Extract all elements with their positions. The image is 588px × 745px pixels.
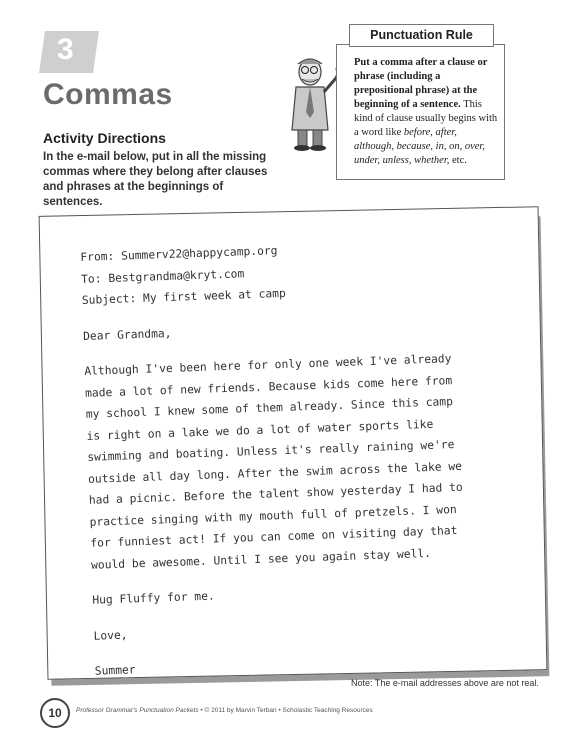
page-number: 10	[40, 698, 70, 728]
email-body-line: swimming and boating. Unless it's really raining we're	[87, 438, 455, 464]
email-subject: Subject: My first week at camp	[81, 286, 287, 307]
punctuation-rule-text	[354, 56, 499, 168]
chapter-number: 3	[57, 33, 74, 66]
rule-normal-text: This kind of clause usually begins with a word like	[354, 99, 498, 138]
directions-text: In the e-mail below, put in all the missing commas where they belong after clauses and phrases at the beginnings of sentences.	[43, 151, 268, 208]
punctuation-rule-tab: Punctuation Rule	[349, 24, 494, 47]
email-note: Note: The e-mail addresses above are not real.	[351, 678, 539, 688]
email-body-line: Although I've been here for only one week I've already	[84, 352, 452, 378]
email-body-line: had a picnic. Before the talent show yesterday I had to	[88, 480, 463, 507]
footer-copyright: © 2011 by Marvin Terban	[204, 707, 277, 714]
footer-publisher: Scholastic Teaching Resources	[282, 707, 373, 714]
email-closing: Love,	[93, 628, 128, 643]
email-body-line: outside all day long. After the swim across the lake we	[87, 459, 463, 486]
footer-credits: Professor Grammar's Punctuation Packets • © 2011 by Marvin Terban • Scholastic Teaching Resources	[76, 707, 373, 714]
rule-italic-words: before, after, although, because, in, on, over, under, unless, whether,	[354, 127, 485, 166]
email-body-line: is right on a lake we do a lot of water sports like	[86, 417, 434, 443]
footer-book-title: Professor Grammar's Punctuation Packets	[76, 707, 199, 714]
directions-heading: Activity Directions	[43, 130, 166, 146]
email-signature: Summer	[94, 663, 136, 678]
email-body-line: made a lot of new friends. Because kids come here from	[84, 373, 453, 400]
email-greeting: Dear Grandma,	[82, 326, 172, 343]
email-to: To: Bestgrandma@kryt.com	[80, 266, 245, 286]
page-title: Commas	[43, 78, 173, 111]
email-from: From: Summerv22@happycamp.org	[80, 244, 278, 264]
email-body-line: my school I knew some of them already. Since this camp	[85, 395, 454, 421]
email-body-line: would be awesome. Until I see you again stay well.	[90, 546, 432, 572]
email-ps: Hug Fluffy for me.	[92, 589, 215, 607]
rule-bold-text: Put a comma after a clause or phrase (including a prepositional phrase) at the beginning of a sentence.	[354, 57, 488, 110]
email-content	[80, 232, 525, 682]
rule-end-text: etc.	[449, 155, 467, 166]
email-body-line: practice singing with my mouth full of pretzels. I won	[89, 502, 457, 529]
email-body-line: for funniest act! If you can come on visiting day that	[90, 524, 458, 550]
